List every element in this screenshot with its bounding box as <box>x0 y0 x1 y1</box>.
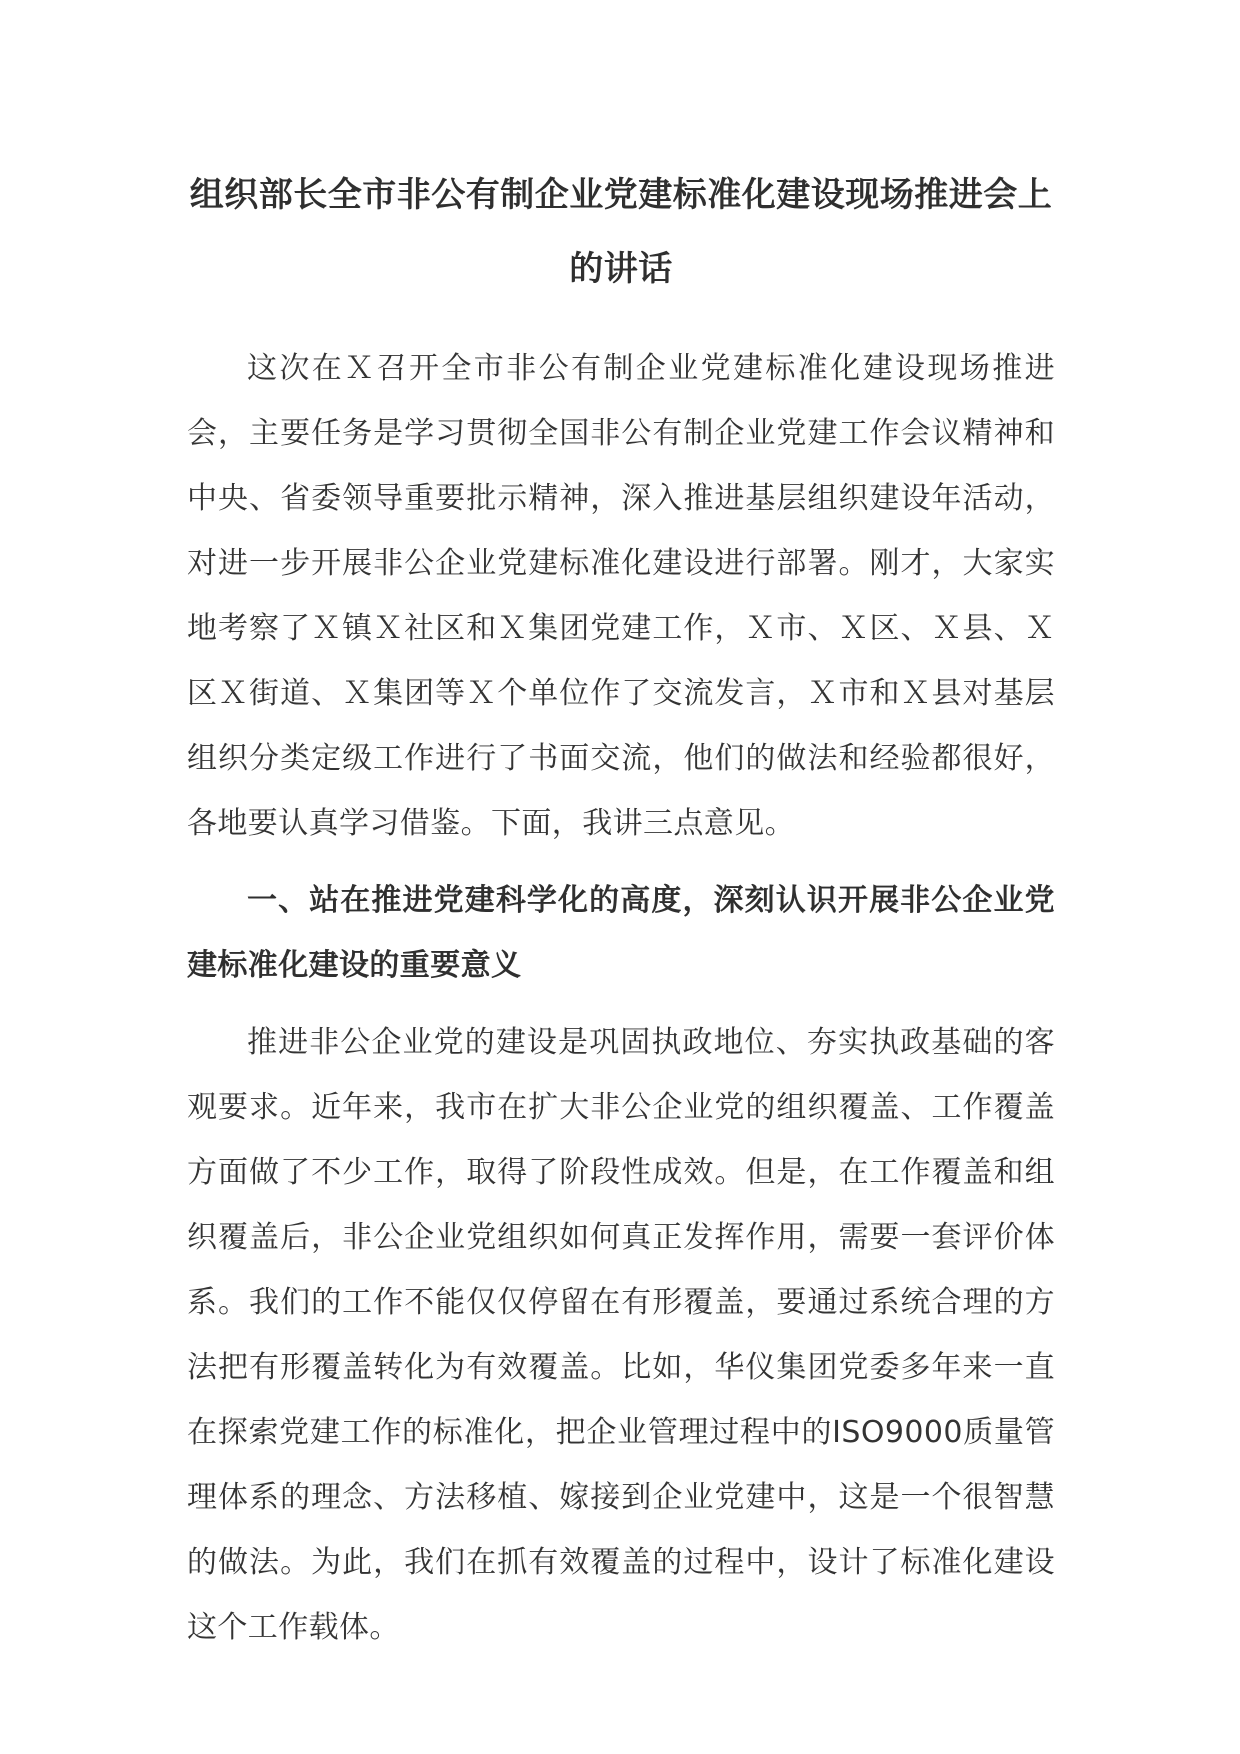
section-1-paragraph: 推进非公企业党的建设是巩固执政地位、夯实执政基础的客观要求。近年来，我市在扩大非公企业党的组织覆盖、工作覆盖方面做了不少工作，取得了阶段性成效。但是，在工作覆盖和组织覆盖后，非公企业党组织如何真正发挥作用，需要一套评价体系。我们的工作不能仅仅停留在有形覆盖，要通过系统合理的方法把有形覆盖转化为有效覆盖。比如，华仪集团党委多年来一直在探索党建工作的标准化，把企业管理过程中的ISO9000质量管理体系的理念、方法移植、嫁接到企业党建中，这是一个很智慧的做法。为此，我们在抓有效覆盖的过程中，设计了标准化建设这个工作载体。 <box>187 1025 1055 1645</box>
intro-paragraph: 这次在Ｘ召开全市非公有制企业党建标准化建设现场推进会，主要任务是学习贯彻全国非公有制企业党建工作会议精神和中央、省委领导重要批示精神，深入推进基层组织建设年活动，对进一步开展非公企业党建标准化建设进行部署。刚才，大家实地考察了Ｘ镇Ｘ社区和Ｘ集团党建工作，Ｘ市、Ｘ区、Ｘ县、Ｘ区Ｘ街道、Ｘ集团等Ｘ个单位作了交流发言，Ｘ市和Ｘ县对基层组织分类定级工作进行了书面交流，他们的做法和经验都很好，各地要认真学习借鉴。下面，我讲三点意见。 <box>187 351 1055 841</box>
document-title: 组织部长全市非公有制企业党建标准化建设现场推进会上的讲话 <box>189 175 1053 289</box>
section-1-heading: 一、站在推进党建科学化的高度，深刻认识开展非公企业党建标准化建设的重要意义 <box>187 883 1055 983</box>
document-body <box>187 158 1055 1670</box>
